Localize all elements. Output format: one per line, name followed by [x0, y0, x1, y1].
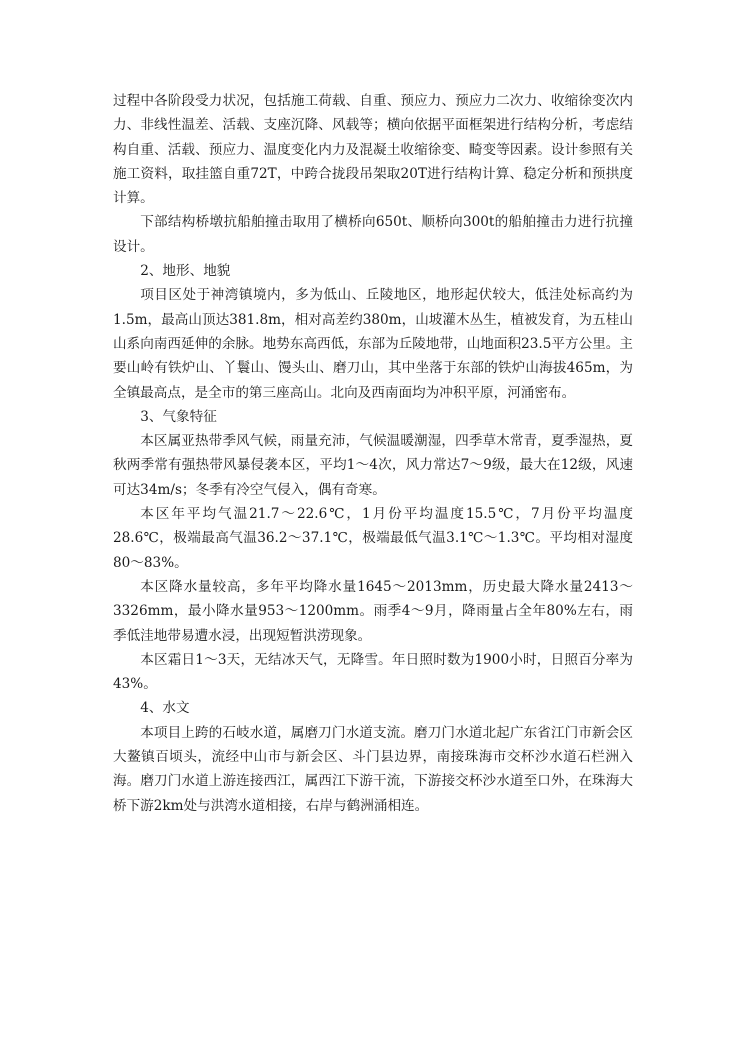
paragraph-climate-overview: 本区属亚热带季风气候，雨量充沛，气候温暖潮湿，四季草木常青，夏季湿热，夏秋两季常有强热带风暴侵袭本区，平均1～4次，风力常达7～9级，最大在12级，风速可达34m/s；冬季有冷空气侵入，偶有奇寒。 [113, 433, 633, 498]
paragraph-terrain: 项目区处于神湾镇境内，多为低山、丘陵地区，地形起伏较大，低洼处标高约为1.5m，最高山顶达381.8m，相对高差约380m，山坡灌木丛生，植被发育，为五桂山山系向南西延伸的余脉。地势东高西低，东部为丘陵地带，山地面积23.5平方公里。主要山岭有铁炉山、丫鬟山、馒头山、磨刀山，其中坐落于东部的铁炉山海拔465m，为全镇最高点，是全市的第三座高山。北向及西南面均为冲积平原，河涌密布。 [113, 287, 633, 401]
section-heading-climate: 3、气象特征 [140, 408, 217, 425]
section-heading-hydrology: 4、水文 [140, 700, 190, 717]
paragraph-temperature: 本区年平均气温21.7～22.6℃，1月份平均温度15.5℃，7月份平均温度28.6℃，极端最高气温36.2～37.1℃，极端最低气温3.1℃～1.3℃。平均相对湿度80～83%。 [113, 506, 633, 571]
paragraph-structural-analysis: 过程中各阶段受力状况，包括施工荷载、自重、预应力、预应力二次力、收缩徐变次内力、非线性温差、活载、支座沉降、风载等；横向依据平面框架进行结构分析，考虑结构自重、活载、预应力、温度变化内力及混凝土收缩徐变、畸变等因素。设计参照有关施工资料，取挂篮自重72T，中跨合拢段吊架取20T进行结构计算、稳定分析和预拱度计算。 [113, 93, 633, 207]
paragraph-hydrology: 本项目上跨的石岐水道，属磨刀门水道支流。磨刀门水道北起广东省江门市新会区大鳌镇百顷头，流经中山市与新会区、斗门县边界，南接珠海市交杯沙水道石栏洲入海。磨刀门水道上游连接西江，属西江下游干流，下游接交杯沙水道至口外，在珠海大桥下游2km处与洪湾水道相接，右岸与鹤洲涌相连。 [113, 724, 633, 814]
document-body [113, 89, 633, 818]
paragraph-precipitation: 本区降水量较高，多年平均降水量1645～2013mm，历史最大降水量2413～3326mm，最小降水量953～1200mm。雨季4～9月，降雨量占全年80%左右，雨季低洼地带易遭水浸，出现短暂洪涝现象。 [113, 578, 633, 644]
section-heading-terrain: 2、地形、地貌 [140, 263, 231, 280]
paragraph-ship-impact: 下部结构桥墩抗船舶撞击取用了横桥向650t、顺桥向300t的船舶撞击力进行抗撞设计。 [113, 214, 633, 255]
paragraph-frost-sunshine: 本区霜日1～3天，无结冰天气，无降雪。年日照时数为1900小时，日照百分率为43%。 [113, 651, 633, 693]
